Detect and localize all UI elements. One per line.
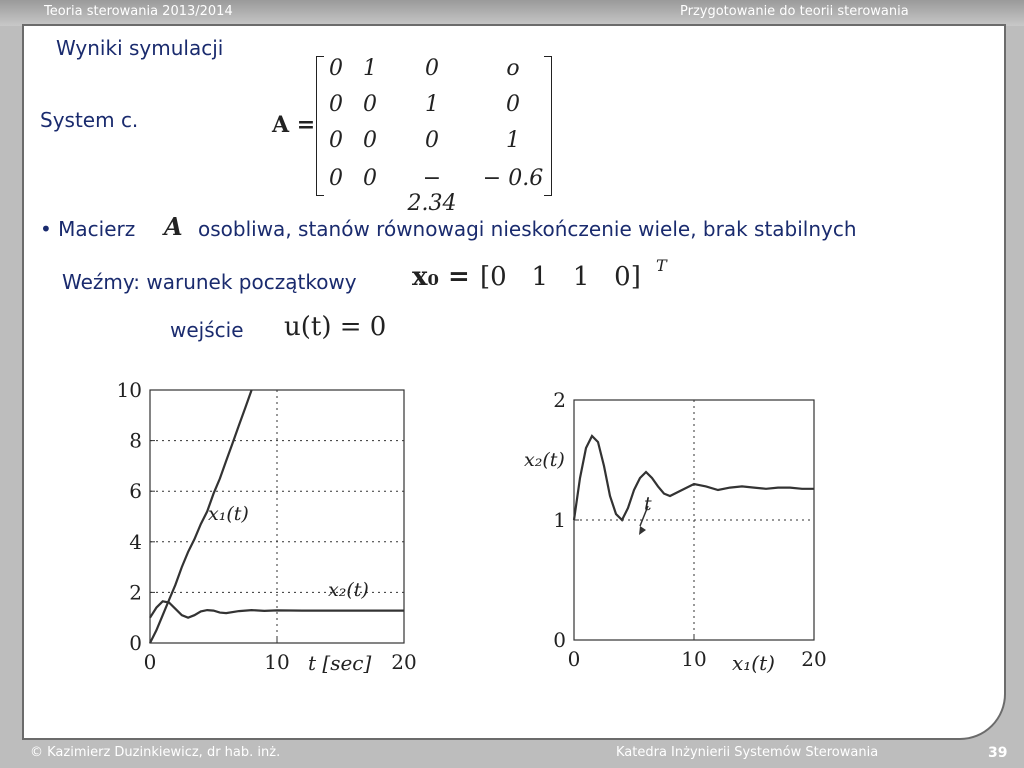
course-header: Teoria sterowania 2013/2014 — [44, 4, 233, 19]
matrix-cell: 0 — [329, 92, 343, 117]
time-response-chart — [100, 378, 417, 688]
matrix-cell: 1 — [363, 56, 377, 81]
bullet-text-start: • Macierz — [40, 217, 136, 241]
initial-eq-transpose: T — [656, 256, 667, 275]
y-tick-label: 2 — [553, 388, 566, 412]
matrix-cell: 1 — [506, 128, 520, 153]
matrix-cell: 0 — [425, 128, 439, 153]
matrix-cell: 1 — [425, 92, 439, 117]
matrix-cell: 0 — [425, 56, 439, 81]
matrix-cell: o — [506, 56, 520, 81]
y-tick-label: 0 — [553, 628, 566, 652]
series-label: x₂(t) — [328, 579, 369, 601]
y-tick-label: 6 — [129, 479, 142, 504]
phase-plane-chart — [520, 378, 827, 688]
x-tick-label: 10 — [264, 650, 290, 674]
matrix-cell: 0 — [329, 128, 343, 153]
initial-condition-label: Weźmy: warunek początkowy — [62, 270, 357, 294]
x-tick-label: 20 — [391, 650, 417, 674]
x-axis-label: t [sec] — [308, 651, 372, 675]
author-footer: © Kazimierz Duzinkiewicz, dr hab. inż. — [30, 745, 281, 760]
annotation-label: t — [644, 493, 652, 515]
y-axis-label: x₂(t) — [524, 449, 565, 471]
matrix-cell: 0 — [506, 92, 520, 117]
y-tick-label: 1 — [553, 508, 566, 532]
y-tick-label: 0 — [129, 631, 142, 655]
matrix-cell: − 2.34 — [407, 166, 457, 216]
matrix-label: A = — [272, 112, 316, 138]
matrix-cell: 0 — [329, 56, 343, 81]
input-eq: u(t) = 0 — [284, 312, 387, 342]
system-label: System c. — [40, 108, 139, 132]
matrix-cell: − 0.6 — [482, 166, 544, 191]
initial-eq-vector: [0 1 1 0] — [480, 262, 641, 292]
x-tick-label: 0 — [567, 647, 581, 671]
bullet-text-end: osobliwa, stanów równowagi nieskończenie wiele, brak stabilnych — [198, 217, 857, 241]
matrix-cell: 0 — [363, 166, 377, 191]
series-label: x₁(t) — [208, 503, 249, 525]
matrix-cell: 0 — [329, 166, 343, 191]
topic-header: Przygotowanie do teorii sterowania — [680, 4, 909, 19]
x-tick-label: 10 — [681, 647, 707, 671]
matrix-A — [316, 56, 552, 216]
y-tick-label: 10 — [116, 378, 142, 402]
matrix-cell: 0 — [363, 92, 377, 117]
y-tick-label: 4 — [129, 529, 142, 554]
slide-title: Wyniki symulacji — [56, 36, 224, 60]
matrix-symbol-A: A — [164, 212, 183, 241]
y-tick-label: 8 — [129, 428, 142, 453]
x-tick-label: 0 — [143, 650, 157, 674]
department-footer: Katedra Inżynierii Systemów Sterowania — [616, 745, 879, 760]
x-axis-label: x₁(t) — [732, 651, 775, 675]
initial-eq-lhs: x₀ = — [412, 262, 470, 292]
matrix-left-bracket — [316, 56, 324, 196]
matrix-cell: 0 — [363, 128, 377, 153]
page-number: 39 — [988, 745, 1008, 761]
x-tick-label: 20 — [801, 647, 827, 671]
y-tick-label: 2 — [129, 580, 142, 605]
input-label: wejście — [170, 318, 244, 342]
